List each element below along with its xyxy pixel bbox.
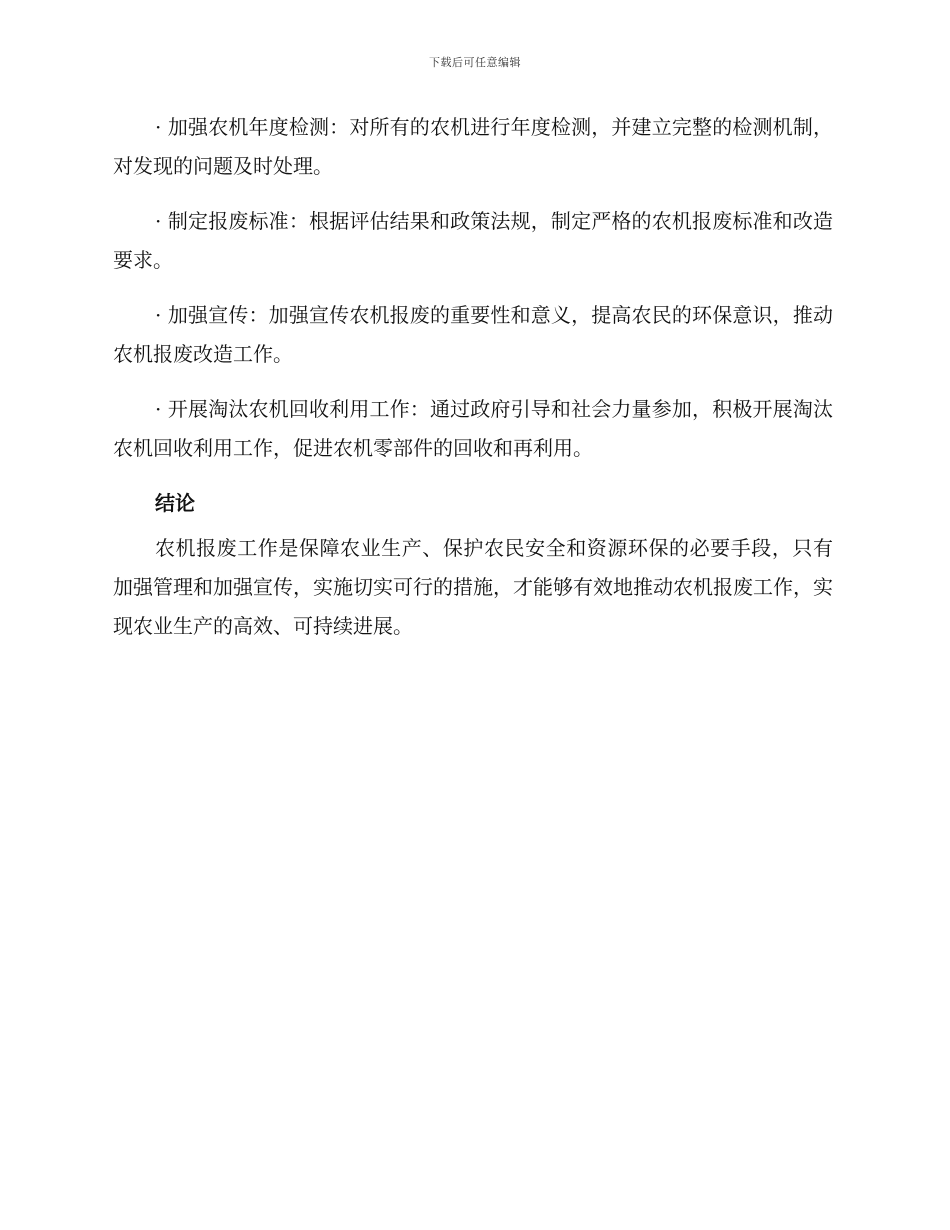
page-header-note: 下载后可任意编辑 (429, 56, 521, 69)
conclusion-paragraph: 农机报废工作是保障农业生产、保护农民安全和资源环保的必要手段，只有加强管理和加强宣传，实施切实可行的措施，才能够有效地推动农机报废工作，实现农业生产的高效、可持续进展。 (113, 536, 833, 638)
bullet-paragraph-scrap-standards: · 制定报废标准：根据评估结果和政策法规，制定严格的农机报废标准和改造要求。 (113, 209, 833, 272)
document-body (113, 108, 833, 662)
conclusion-heading: 结论 (155, 491, 195, 515)
bullet-paragraph-publicity: · 加强宣传：加强宣传农机报废的重要性和意义，提高农民的环保意识，推动农机报废改造工作。 (113, 303, 833, 366)
bullet-paragraph-annual-inspection: · 加强农机年度检测：对所有的农机进行年度检测，并建立完整的检测机制，对发现的问题及时处理。 (113, 115, 833, 178)
bullet-paragraph-recycling: · 开展淘汰农机回收利用工作：通过政府引导和社会力量参加，积极开展淘汰农机回收利用工作，促进农机零部件的回收和再利用。 (113, 397, 833, 460)
